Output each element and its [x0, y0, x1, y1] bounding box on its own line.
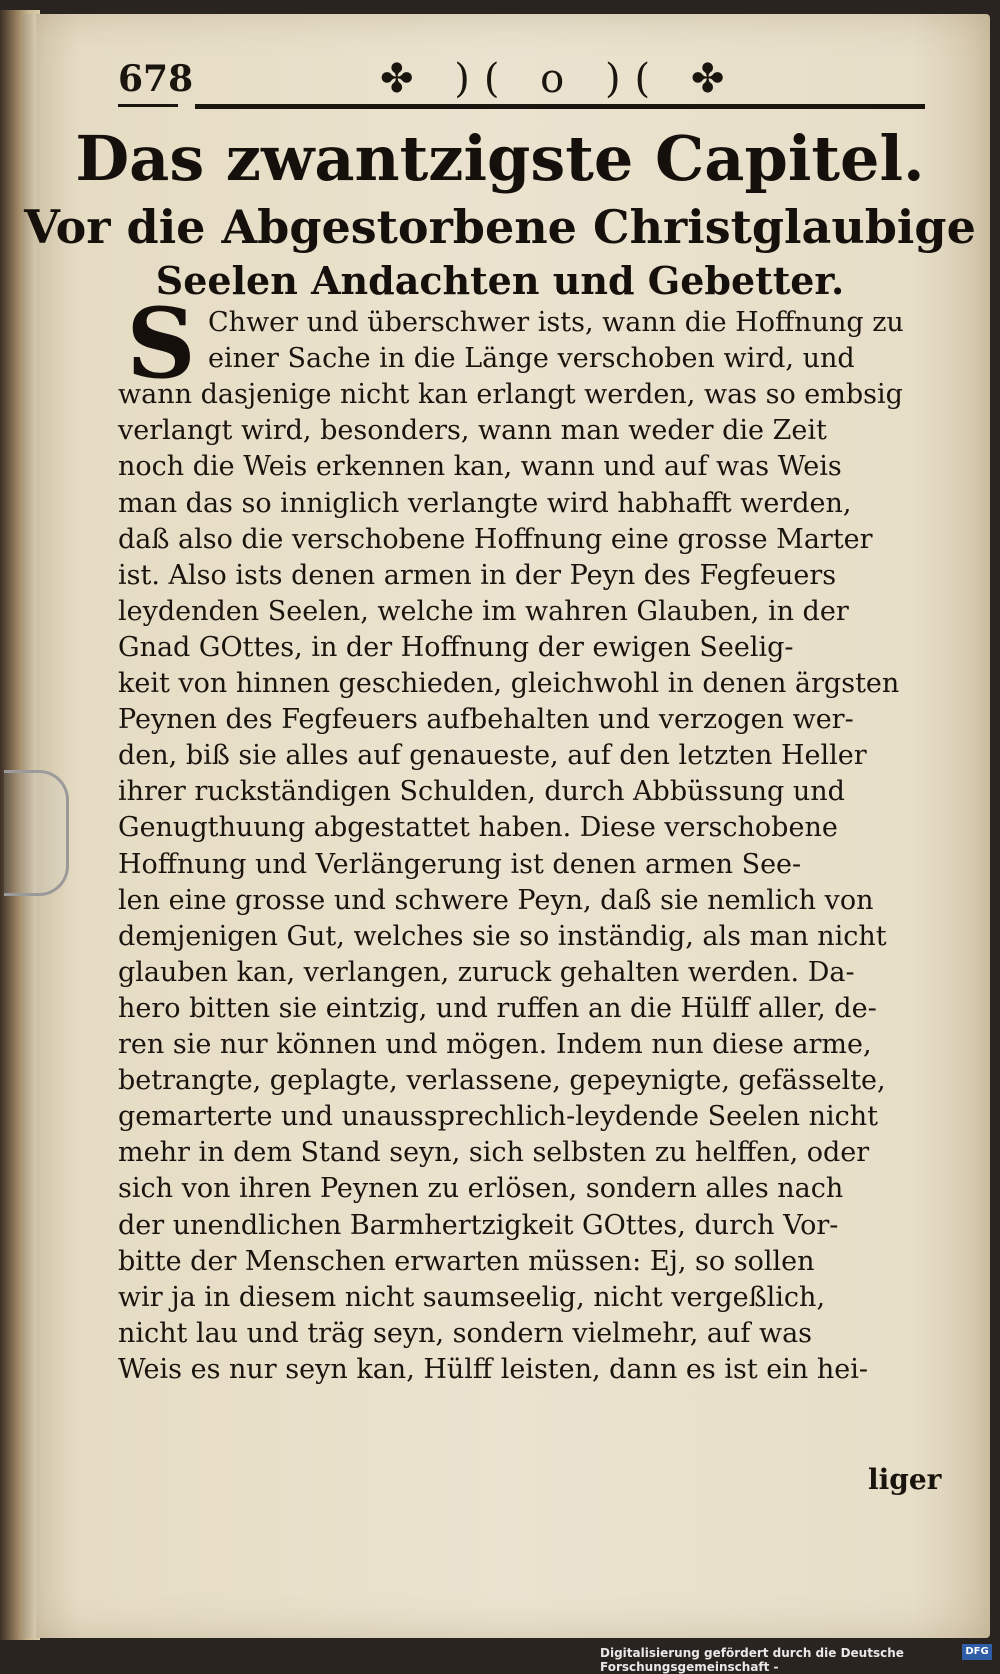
text-line: nicht lau und träg seyn, sondern vielmehr, auf was [118, 1317, 813, 1349]
text-line: Peynen des Fegfeuers aufbehalten und verzogen wer- [118, 704, 854, 736]
book-clip [4, 770, 69, 896]
text-line: hero bitten sie eintzig, und ruffen an die Hülff aller, de- [118, 992, 877, 1024]
text-line: leydenden Seelen, welche im wahren Glauben, in der [118, 595, 849, 627]
text-line: Genugthuung abgestattet haben. Diese verschobene [118, 812, 838, 844]
page-number: 678 [118, 58, 194, 100]
text-line: wann dasjenige nicht kan erlangt werden, was so embsig [118, 379, 903, 411]
text-line: mehr in dem Stand seyn, sich selbsten zu helffen, oder [118, 1137, 870, 1169]
text-line: ihrer ruckständigen Schulden, durch Abbüssung und [118, 776, 845, 808]
text-line: len eine grosse und schwere Peyn, daß sie nemlich von [118, 884, 874, 916]
text-line: ren sie nur können und mögen. Indem nun diese arme, [118, 1029, 872, 1060]
dfg-logo: DFG [962, 1644, 992, 1660]
text-line: bitte der Menschen erwarten müssen: Ej, so sollen [118, 1245, 815, 1277]
text-line: einer Sache in die Länge verschoben wird, und [208, 343, 855, 375]
text-line: keit von hinnen geschieden, gleichwohl in denen ärgsten [118, 668, 900, 699]
catchword: liger [868, 1463, 942, 1496]
text-line: man das so inniglich verlangte wird habhafft werden, [118, 487, 852, 519]
text-line: Chwer und überschwer ists, wann die Hoffnung zu [208, 307, 904, 338]
text-line: noch die Weis erkennen kan, wann und auf was Weis [118, 451, 842, 483]
text-line: Hoffnung und Verlängerung ist denen armen See- [118, 848, 802, 880]
text-line: gemarterte und unaussprechlich-leydende Seelen nicht [118, 1101, 879, 1133]
header-rule [195, 104, 925, 109]
text-line: Weis es nur seyn kan, Hülff leisten, dann es ist ein hei- [118, 1353, 868, 1385]
text-line: demjenigen Gut, welches sie so inständig, als man nicht [118, 920, 887, 952]
text-line: sich von ihren Peynen zu erlösen, sondern alles nach [118, 1173, 844, 1205]
footer-credit: Digitalisierung gefördert durch die Deutsche Forschungsgemeinschaft - [600, 1646, 904, 1674]
page-number-rule [118, 104, 178, 107]
text-line: der unendlichen Barmhertzigkeit GOttes, durch Vor- [118, 1209, 839, 1241]
chapter-title: Das zwantzigste Capitel. [75, 122, 925, 195]
text-line: ist. Also ists denen armen in der Peyn des Fegfeuers [118, 559, 837, 591]
text-line: verlangt wird, besonders, wann man weder die Zeit [118, 415, 827, 447]
text-line: glauben kan, verlangen, zuruck gehalten werden. Da- [118, 956, 855, 988]
text-line: wir ja in diesem nicht saumseelig, nicht vergeßlich, [118, 1281, 826, 1313]
drop-cap: S [126, 287, 196, 400]
text-line: daß also die verschobene Hoffnung eine grosse Marter [118, 523, 873, 555]
chapter-subtitle-line-1: Vor die Abgestorbene Christglaubige [24, 200, 976, 254]
text-line: den, biß sie alles auf genaueste, auf den letzten Heller [118, 740, 867, 772]
header-ornament: ✤ )( o )( ✤ [380, 56, 739, 102]
text-line: betrangte, geplagte, verlassene, gepeynigte, gefässelte, [118, 1065, 886, 1097]
chapter-subtitle-line-2: Seelen Andachten und Gebetter. [155, 258, 845, 303]
text-line: Gnad GOttes, in der Hoffnung der ewigen Seelig- [118, 631, 794, 663]
